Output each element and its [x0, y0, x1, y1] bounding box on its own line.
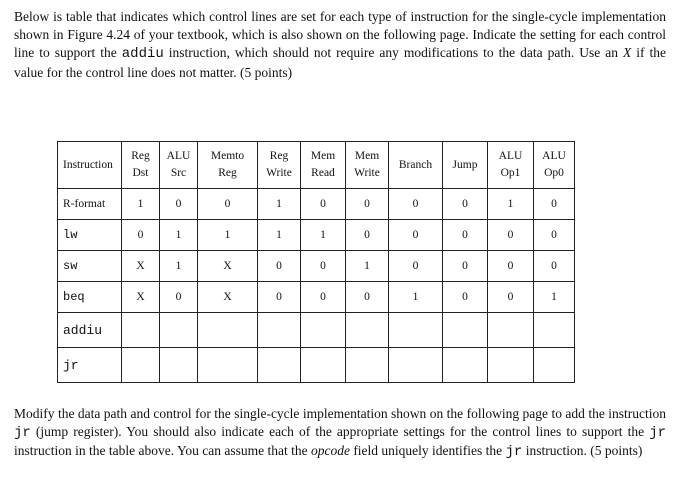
control-value-cell: 0: [534, 220, 575, 251]
control-value-cell[interactable]: [301, 313, 346, 348]
table-row: [58, 313, 575, 348]
column-header-line: ALU: [542, 150, 566, 162]
control-value-cell: 0: [488, 282, 534, 313]
intro-text-1: Below is table that indicates which control lines are set for each type of instruction for the single-cycle implementation shown in Figure 4.24 of your textbook, which is also shown on the following page. Indicate the setting for each control line to support the: [14, 9, 666, 61]
column-header: [258, 142, 301, 189]
column-header-line: Op1: [500, 167, 521, 179]
column-header: [198, 142, 258, 189]
control-value-cell: 1: [389, 282, 443, 313]
control-value-cell: 0: [258, 282, 301, 313]
instruction-cell: R-format: [58, 189, 122, 220]
column-header: [301, 142, 346, 189]
table-header-row: [58, 142, 575, 189]
instruction-cell: addiu: [58, 313, 122, 348]
control-value-cell[interactable]: [346, 348, 389, 383]
control-value-cell[interactable]: [122, 313, 160, 348]
control-value-cell[interactable]: [258, 348, 301, 383]
control-value-cell[interactable]: [198, 313, 258, 348]
control-value-cell[interactable]: [534, 313, 575, 348]
outro-code-jr-3: jr: [505, 444, 523, 461]
column-header-line: Reg: [218, 167, 237, 179]
control-value-cell: 0: [346, 220, 389, 251]
control-value-cell: 0: [488, 251, 534, 282]
control-value-cell: 0: [389, 251, 443, 282]
column-header-line: Read: [311, 167, 335, 179]
column-header-line: Src: [170, 167, 187, 179]
column-header-line: Dst: [132, 167, 149, 179]
control-value-cell: 1: [198, 220, 258, 251]
control-value-cell[interactable]: [443, 348, 488, 383]
control-value-cell[interactable]: [198, 348, 258, 383]
control-value-cell[interactable]: [346, 313, 389, 348]
control-value-cell: 0: [198, 189, 258, 220]
column-header: [389, 142, 443, 189]
column-header-line: Mem: [310, 150, 336, 162]
table-row: [58, 348, 575, 383]
outro-code-jr-1: jr: [14, 425, 31, 442]
control-value-cell: X: [198, 251, 258, 282]
table-row: [58, 220, 575, 251]
control-value-cell[interactable]: [443, 313, 488, 348]
column-header-line: ALU: [166, 150, 191, 162]
control-value-cell[interactable]: [160, 313, 198, 348]
outro-opcode-italic: opcode: [310, 443, 350, 459]
outro-text-2: (jump register). You should also indicate each of the appropriate settings for the control lines to support the: [30, 424, 650, 440]
control-value-cell: X: [122, 282, 160, 313]
control-value-cell: 0: [301, 251, 346, 282]
table-row: [58, 251, 575, 282]
control-value-cell: 1: [160, 220, 198, 251]
column-header-line: Instruction: [63, 158, 113, 171]
column-header: [346, 142, 389, 189]
column-header: [534, 142, 575, 189]
control-value-cell: 1: [122, 189, 160, 220]
column-header: [488, 142, 534, 189]
outro-text-1: Modify the data path and control for the single-cycle implementation shown on the following page to add the instruction: [14, 406, 666, 421]
instruction-cell: beq: [58, 282, 122, 313]
column-header-line: Write: [266, 167, 292, 179]
column-header-line: Branch: [398, 158, 433, 171]
control-value-cell: 1: [258, 189, 301, 220]
intro-text-3: if the value for the control line does not matter. (5 points): [14, 45, 666, 80]
outro-paragraph: [14, 405, 666, 462]
column-header-line: ALU: [498, 150, 523, 162]
control-value-cell: 0: [389, 189, 443, 220]
control-value-cell: 0: [258, 251, 301, 282]
control-value-cell: 0: [160, 282, 198, 313]
control-value-cell: 0: [488, 220, 534, 251]
column-header-line: Memto: [210, 150, 245, 162]
control-value-cell[interactable]: [122, 348, 160, 383]
control-value-cell[interactable]: [258, 313, 301, 348]
control-value-cell: 1: [301, 220, 346, 251]
control-value-cell[interactable]: [301, 348, 346, 383]
control-value-cell: 0: [443, 282, 488, 313]
control-value-cell: 0: [443, 189, 488, 220]
intro-x-italic: X: [623, 45, 632, 61]
control-lines-table: [57, 141, 575, 383]
column-header: [443, 142, 488, 189]
control-value-cell: X: [198, 282, 258, 313]
column-header: [122, 142, 160, 189]
control-value-cell[interactable]: [534, 348, 575, 383]
control-value-cell: X: [122, 251, 160, 282]
control-value-cell: 1: [346, 251, 389, 282]
control-value-cell: 0: [534, 189, 575, 220]
intro-code-addiu: addiu: [121, 46, 164, 63]
table-body: [58, 189, 575, 383]
control-value-cell: 0: [443, 220, 488, 251]
control-value-cell: 0: [389, 220, 443, 251]
control-value-cell[interactable]: [488, 313, 534, 348]
control-value-cell: 0: [160, 189, 198, 220]
column-header: [160, 142, 198, 189]
control-value-cell: 0: [346, 282, 389, 313]
control-value-cell: 1: [534, 282, 575, 313]
control-value-cell: 0: [346, 189, 389, 220]
outro-text-5: instruction. (5 points): [522, 443, 643, 459]
column-header-line: Mem: [354, 150, 380, 162]
control-value-cell[interactable]: [389, 348, 443, 383]
column-header-line: Reg: [131, 150, 150, 162]
control-value-cell: 1: [160, 251, 198, 282]
control-value-cell[interactable]: [160, 348, 198, 383]
column-header: [58, 142, 122, 189]
control-value-cell[interactable]: [488, 348, 534, 383]
intro-paragraph: [14, 8, 666, 82]
instruction-cell: lw: [58, 220, 122, 251]
outro-code-jr-2: jr: [649, 425, 666, 442]
table-row: [58, 189, 575, 220]
instruction-cell: sw: [58, 251, 122, 282]
column-header-line: Write: [354, 167, 380, 179]
column-header-line: Op0: [544, 167, 564, 179]
outro-text-4: field uniquely identifies the: [349, 443, 506, 459]
control-value-cell: 1: [488, 189, 534, 220]
column-header-line: Jump: [452, 158, 478, 171]
control-value-cell: 0: [301, 282, 346, 313]
control-value-cell[interactable]: [389, 313, 443, 348]
control-value-cell: 0: [443, 251, 488, 282]
intro-text-2: instruction, which should not require any modifications to the data path. Use an: [163, 45, 623, 61]
control-value-cell: 0: [534, 251, 575, 282]
control-value-cell: 1: [258, 220, 301, 251]
column-header-line: Reg: [269, 150, 289, 162]
control-value-cell: 0: [301, 189, 346, 220]
instruction-cell: jr: [58, 348, 122, 383]
outro-text-3: instruction in the table above. You can assume that the: [14, 443, 311, 459]
table-row: [58, 282, 575, 313]
control-value-cell: 0: [122, 220, 160, 251]
